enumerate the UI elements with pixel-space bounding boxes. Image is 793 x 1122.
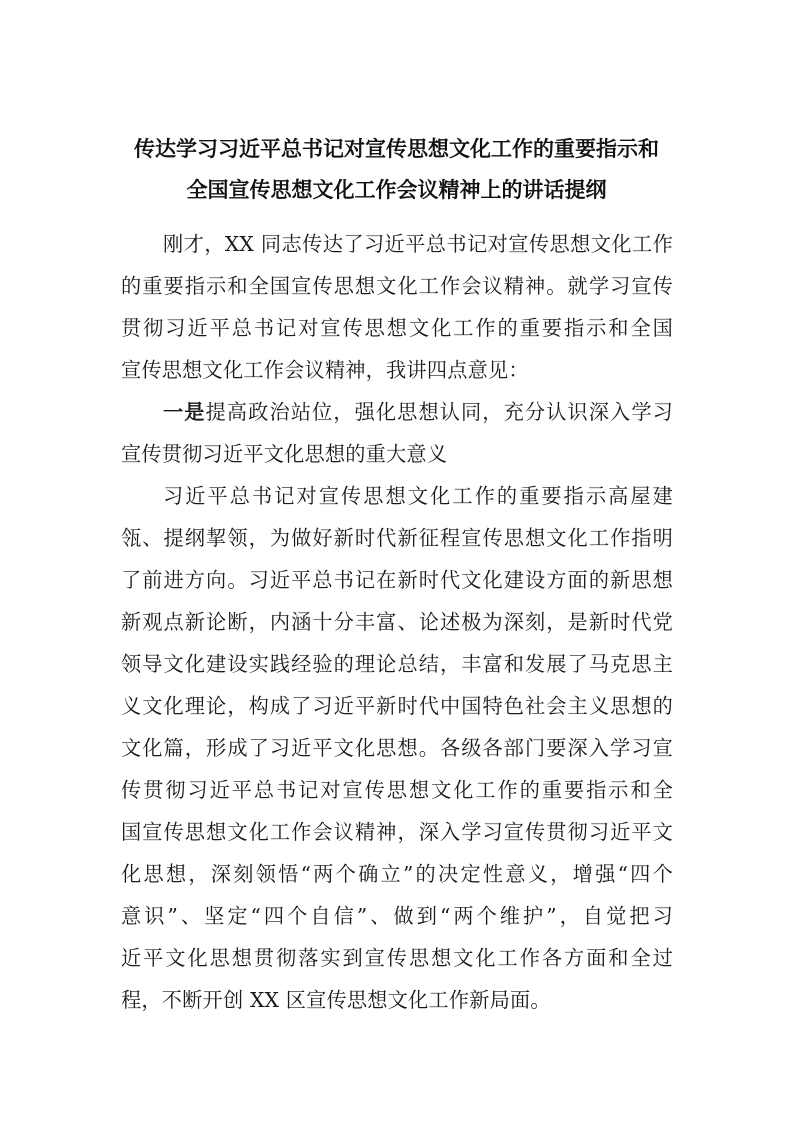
paragraph-3-line-11: 意识”、坚定“四个自信”、做到“两个维护”，自觉把习 <box>121 904 673 928</box>
paragraph-3-line-1: 习近平总书记对宣传思想文化工作的重要指示高屋建 <box>163 484 673 508</box>
paragraph-3-line-5: 领导文化建设实践经验的理论总结，丰富和发展了马克思主 <box>121 652 673 676</box>
paragraph-1-line-3: 贯彻习近平总书记对宣传思想文化工作的重要指示和全国 <box>121 316 673 340</box>
paragraph-1-line-2: 的重要指示和全国宣传思想文化工作会议精神。就学习宣传 <box>121 274 673 298</box>
paragraph-3-line-6: 义文化理论，构成了习近平新时代中国特色社会主义思想的 <box>121 694 673 718</box>
paragraph-1-line-1: 刚才，XX 同志传达了习近平总书记对宣传思想文化工作 <box>163 232 673 256</box>
paragraph-3-line-12: 近平文化思想贯彻落实到宣传思想文化工作各方面和全过 <box>121 946 673 970</box>
paragraph-2-line-1-text: 提高政治站位，强化思想认同，充分认识深入学习 <box>205 400 673 424</box>
paragraph-2-line-1 <box>163 398 673 426</box>
paragraph-1-line-4: 宣传思想文化工作会议精神，我讲四点意见： <box>121 358 529 382</box>
document-title-line-2: 全国宣传思想文化工作会议精神上的讲话提纲 <box>186 178 607 202</box>
paragraph-3-line-4: 新观点新论断，内涵十分丰富、论述极为深刻，是新时代党 <box>121 610 673 634</box>
paragraph-3-line-10: 化思想，深刻领悟“两个确立”的决定性意义，增强“四个 <box>121 862 673 886</box>
paragraph-3-line-2: 瓴、提纲挈领，为做好新时代新征程宣传思想文化工作指明 <box>121 526 673 550</box>
paragraph-2-line-2: 宣传贯彻习近平文化思想的重大意义 <box>121 442 448 466</box>
paragraph-3-line-9: 国宣传思想文化工作会议精神，深入学习宣传贯彻习近平文 <box>121 820 673 844</box>
document-title-line-1: 传达学习习近平总书记对宣传思想文化工作的重要指示和 <box>134 137 659 161</box>
paragraph-3-line-3: 了前进方向。习近平总书记在新时代文化建设方面的新思想 <box>121 568 673 592</box>
paragraph-2-lead: 一是 <box>163 400 206 424</box>
paragraph-3-line-13: 程，不断开创 XX 区宣传思想文化工作新局面。 <box>121 988 551 1012</box>
paragraph-3-line-7: 文化篇，形成了习近平文化思想。各级各部门要深入学习宣 <box>121 736 673 760</box>
paragraph-3-line-8: 传贯彻习近平总书记对宣传思想文化工作的重要指示和全 <box>121 778 673 802</box>
